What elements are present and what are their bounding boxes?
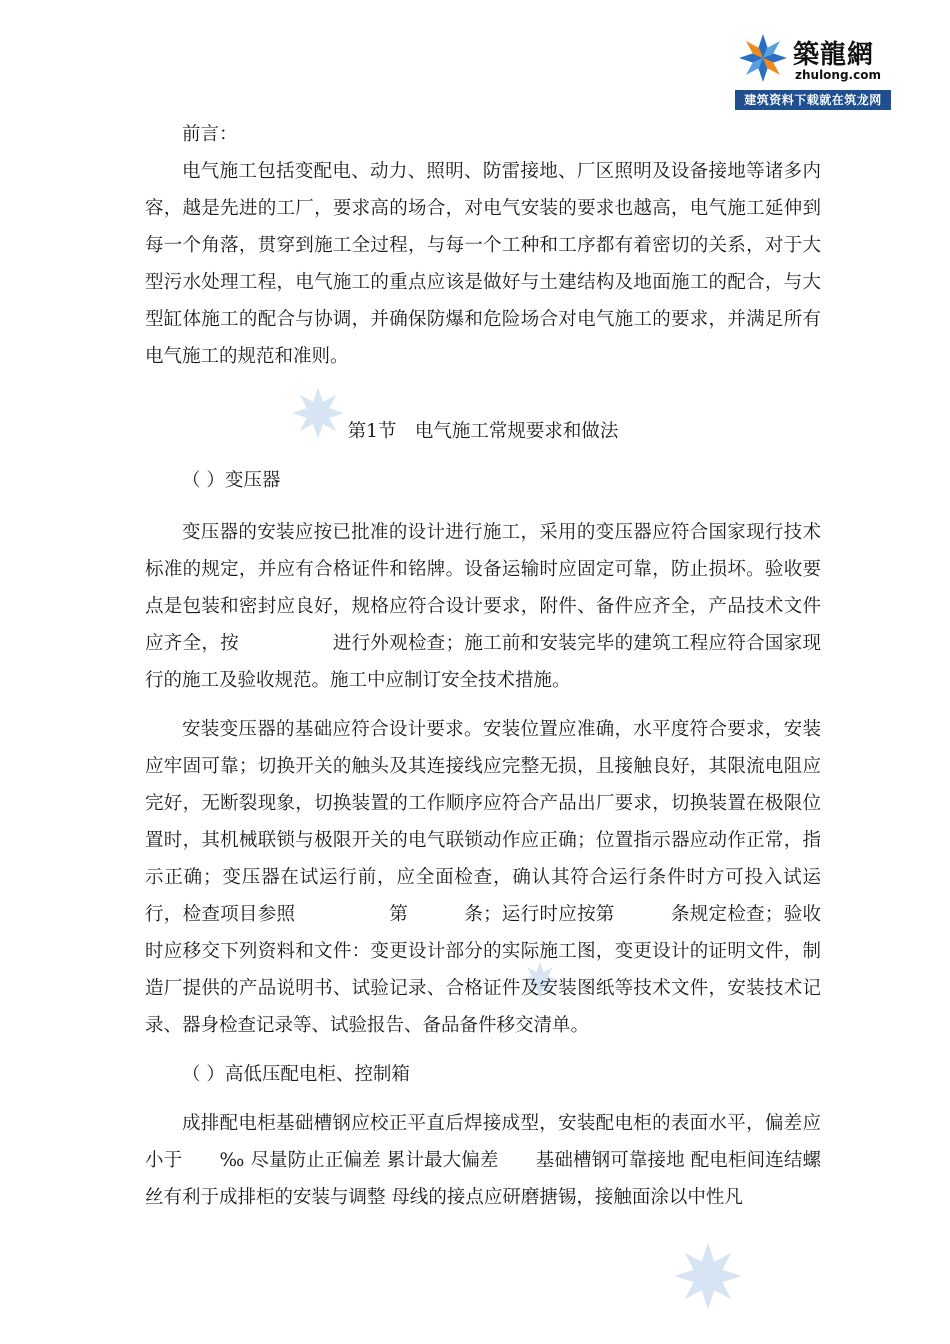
transformer-paragraph-2: 安装变压器的基础应符合设计要求。安装位置应准确，水平度符合要求，安装应牢固可靠；切换开关的触头及其连接线应完整无损，且接触良好，其限流电阻应完好，无断裂现象，切换装置的工作顺序应符合产品出厂要求，切换装置在极限位置时，其机械联锁与极限开关的电气联锁动作应正确；位置指示器应动作正常，指示正确；变压器在试运行前，应全面检查，确认其符合运行条件时方可投入试运行，检查项目参照 第 条；运行时应按第 条规定检查；验收时应移交下列资料和文件：变更设计部分的实际施工图，变更设计的证明文件，制造厂提供的产品说明书、试验记录、合格证件及安装图纸等技术文件，安装技术记录、器身检查记录等、试验报告、备品备件移交清单。 bbox=[145, 719, 821, 1036]
section-title: 第1节 电气施工常规要求和做法 bbox=[347, 421, 619, 442]
logo-tagline: 建筑资料下载就在筑龙网 bbox=[735, 90, 891, 110]
preface-label: 前言： bbox=[182, 124, 238, 145]
preface-paragraph: 电气施工包括变配电、动力、照明、防雷接地、厂区照明及设备接地等诸多内容，越是先进的工厂，要求高的场合，对电气安装的要求也越高，电气施工延伸到每一个角落，贯穿到施工全过程，与每一个工种和工序都有着密切的关系，对于大型污水处理工程，电气施工的重点应该是做好与土建结构及地面施工的配合，与大型缸体施工的配合与协调，并确保防爆和危险场合对电气施工的要求，并满足所有电气施工的规范和准则。 bbox=[145, 161, 821, 367]
zhulong-logo bbox=[735, 30, 891, 110]
watermark-logo-icon bbox=[672, 1240, 744, 1312]
document-body bbox=[145, 116, 821, 1216]
zhulong-logo-icon bbox=[737, 32, 789, 84]
logo-url: zhulong.com bbox=[795, 68, 881, 82]
subsection-transformer: （ ）变压器 bbox=[182, 470, 281, 491]
subsection-switchgear: （ ）高低压配电柜、控制箱 bbox=[182, 1064, 410, 1085]
switchgear-paragraph: 成排配电柜基础槽钢应校正平直后焊接成型，安装配电柜的表面水平，偏差应小于 ‰ 尽量防止正偏差 累计最大偏差 基础槽钢可靠接地 配电柜间连结螺丝有利于成排柜的安装与调整 母线的接点应研磨搪锡，接触面涂以中性凡 bbox=[145, 1113, 821, 1208]
logo-name: 築龍網 bbox=[793, 40, 875, 70]
transformer-paragraph-1: 变压器的安装应按已批准的设计进行施工，采用的变压器应符合国家现行技术标准的规定，并应有合格证件和铭牌。设备运输时应固定可靠，防止损坏。验收要点是包装和密封应良好，规格应符合设计要求，附件、备件应齐全，产品技术文件应齐全，按 进行外观检查；施工前和安装完毕的建筑工程应符合国家现行的施工及验收规范。施工中应制订安全技术措施。 bbox=[145, 522, 821, 691]
